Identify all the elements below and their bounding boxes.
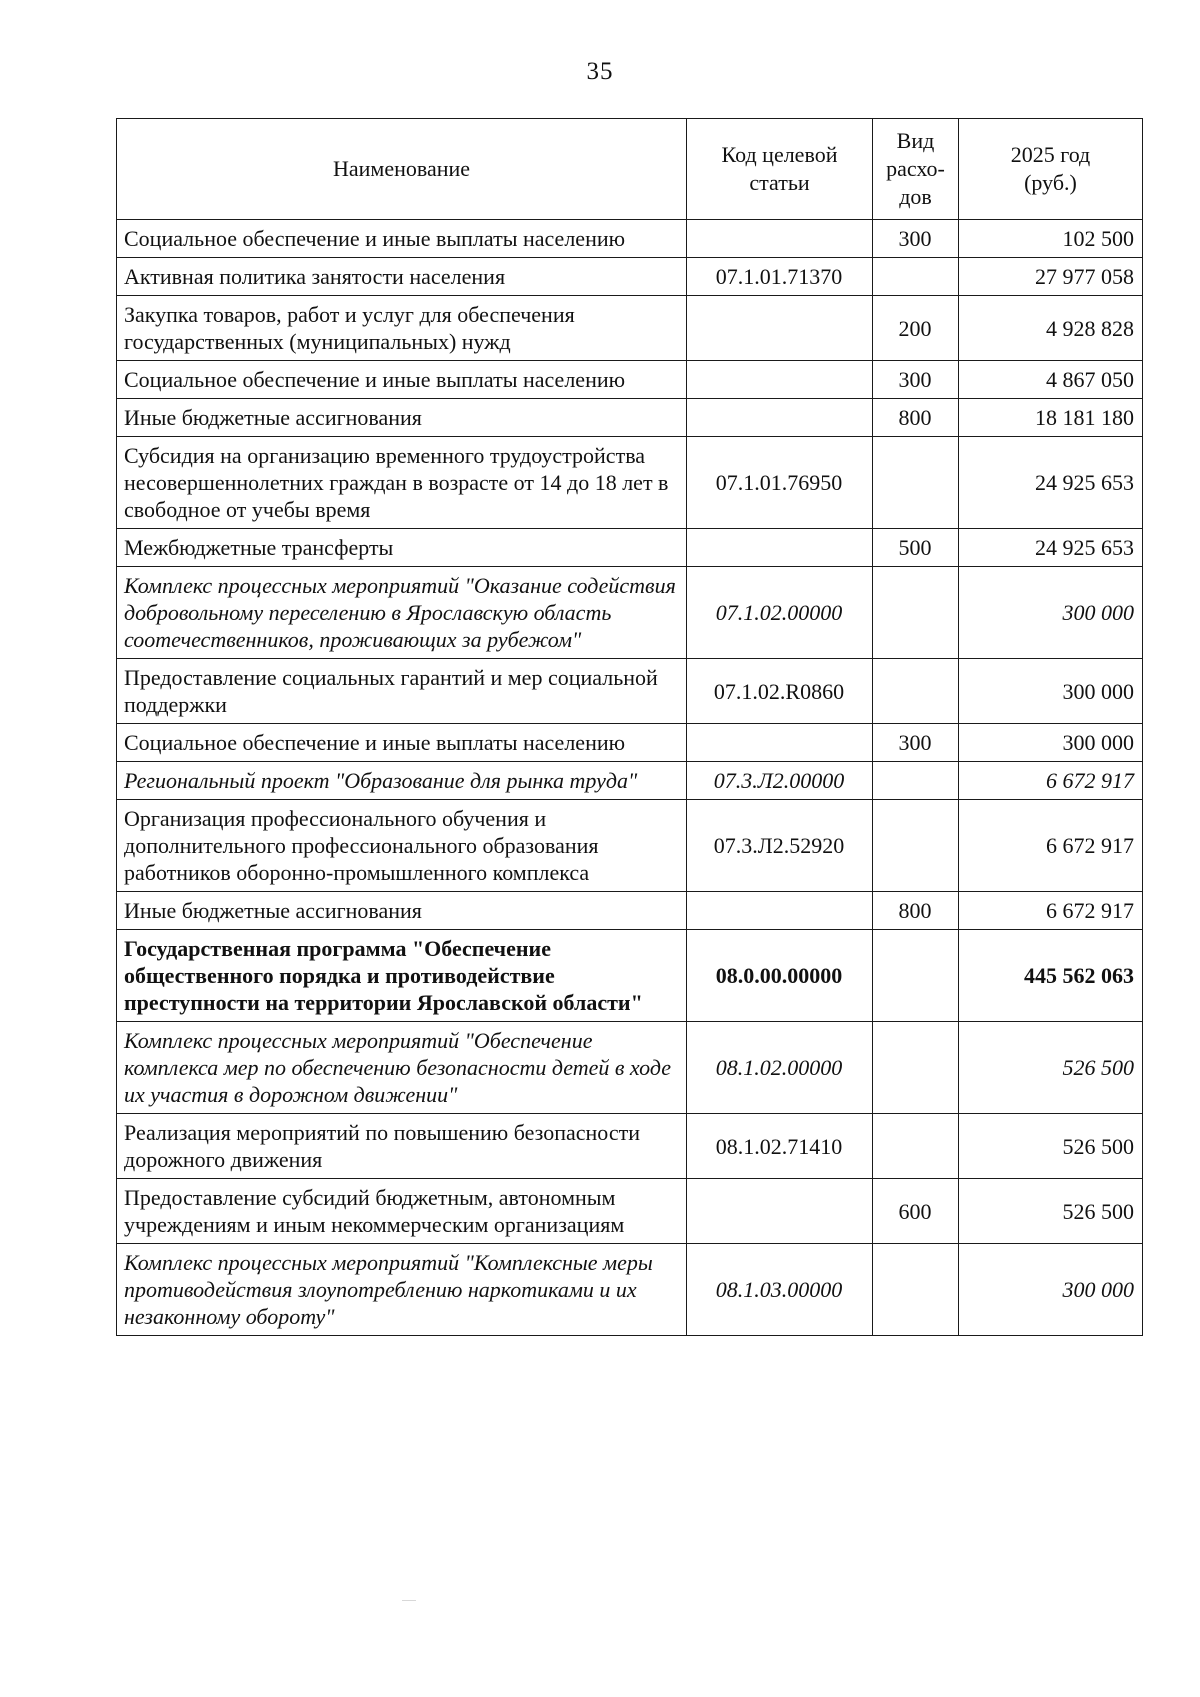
row-amount-cell: 24 925 653 <box>959 529 1143 567</box>
table-row <box>117 1114 1143 1179</box>
row-amount-cell: 526 500 <box>959 1114 1143 1179</box>
row-amount-cell: 6 672 917 <box>959 762 1143 800</box>
row-amount-cell: 6 672 917 <box>959 800 1143 892</box>
row-name-cell: Комплекс процессных мероприятий "Комплексные меры противодействия злоупотреблению наркотиками и их незаконному обороту" <box>117 1244 687 1336</box>
row-name-cell: Государственная программа "Обеспечение общественного порядка и противодействие преступности на территории Ярославской области" <box>117 930 687 1022</box>
row-amount-cell: 24 925 653 <box>959 437 1143 529</box>
page-number: 35 <box>586 58 614 85</box>
row-target-code-cell <box>687 220 873 258</box>
row-target-code-cell: 08.1.02.71410 <box>687 1114 873 1179</box>
row-name-cell: Закупка товаров, работ и услуг для обеспечения государственных (муниципальных) нужд <box>117 296 687 361</box>
row-amount-cell: 300 000 <box>959 659 1143 724</box>
row-expense-kind-cell <box>873 762 959 800</box>
row-expense-kind-cell: 200 <box>873 296 959 361</box>
row-name-cell: Предоставление социальных гарантий и мер социальной поддержки <box>117 659 687 724</box>
table-row <box>117 258 1143 296</box>
row-amount-cell: 300 000 <box>959 567 1143 659</box>
row-target-code-cell <box>687 399 873 437</box>
scan-mark <box>402 1600 416 1601</box>
row-name-cell: Комплекс процессных мероприятий "Обеспечение комплекса мер по обеспечению безопасности детей в ходе их участия в дорожном движении" <box>117 1022 687 1114</box>
row-expense-kind-cell: 800 <box>873 892 959 930</box>
row-expense-kind-cell <box>873 1022 959 1114</box>
row-name-cell: Социальное обеспечение и иные выплаты населению <box>117 724 687 762</box>
row-name-cell: Комплекс процессных мероприятий "Оказание содействия добровольному переселению в Ярославскую область соотечественников, проживающих за рубежом" <box>117 567 687 659</box>
table-header-row <box>117 119 1143 220</box>
row-name-cell: Реализация мероприятий по повышению безопасности дорожного движения <box>117 1114 687 1179</box>
row-name-cell: Социальное обеспечение и иные выплаты населению <box>117 361 687 399</box>
table-row <box>117 361 1143 399</box>
header-expense-kind: Вид расхо- дов <box>873 119 959 220</box>
row-amount-cell: 526 500 <box>959 1022 1143 1114</box>
table-row <box>117 762 1143 800</box>
table-row <box>117 800 1143 892</box>
row-expense-kind-cell: 300 <box>873 220 959 258</box>
row-target-code-cell: 07.1.02.00000 <box>687 567 873 659</box>
row-target-code-cell <box>687 529 873 567</box>
row-expense-kind-cell <box>873 1114 959 1179</box>
row-target-code-cell <box>687 296 873 361</box>
row-expense-kind-cell <box>873 567 959 659</box>
table-row <box>117 892 1143 930</box>
row-target-code-cell: 07.1.01.76950 <box>687 437 873 529</box>
row-expense-kind-cell <box>873 930 959 1022</box>
row-name-cell: Предоставление субсидий бюджетным, автономным учреждениям и иным некоммерческим организациям <box>117 1179 687 1244</box>
table-row <box>117 930 1143 1022</box>
row-name-cell: Социальное обеспечение и иные выплаты населению <box>117 220 687 258</box>
table-row <box>117 399 1143 437</box>
row-expense-kind-cell <box>873 1244 959 1336</box>
row-amount-cell: 102 500 <box>959 220 1143 258</box>
row-expense-kind-cell: 500 <box>873 529 959 567</box>
row-target-code-cell: 08.1.03.00000 <box>687 1244 873 1336</box>
table-row <box>117 1022 1143 1114</box>
header-name: Наименование <box>117 119 687 220</box>
row-name-cell: Иные бюджетные ассигнования <box>117 399 687 437</box>
row-target-code-cell: 07.3.Л2.52920 <box>687 800 873 892</box>
row-name-cell: Региональный проект "Образование для рынка труда" <box>117 762 687 800</box>
row-expense-kind-cell <box>873 437 959 529</box>
table-row <box>117 567 1143 659</box>
row-target-code-cell <box>687 724 873 762</box>
row-amount-cell: 300 000 <box>959 724 1143 762</box>
row-name-cell: Иные бюджетные ассигнования <box>117 892 687 930</box>
row-target-code-cell: 07.1.02.R0860 <box>687 659 873 724</box>
row-amount-cell: 27 977 058 <box>959 258 1143 296</box>
row-amount-cell: 18 181 180 <box>959 399 1143 437</box>
header-target-code: Код целевой статьи <box>687 119 873 220</box>
table-row <box>117 220 1143 258</box>
row-expense-kind-cell: 800 <box>873 399 959 437</box>
row-expense-kind-cell <box>873 800 959 892</box>
table-body <box>117 220 1143 1336</box>
row-expense-kind-cell: 300 <box>873 724 959 762</box>
row-target-code-cell: 07.3.Л2.00000 <box>687 762 873 800</box>
row-name-cell: Субсидия на организацию временного трудоустройства несовершеннолетних граждан в возрасте от 14 до 18 лет в свободное от учебы время <box>117 437 687 529</box>
budget-table <box>116 118 1143 1336</box>
row-target-code-cell: 08.1.02.00000 <box>687 1022 873 1114</box>
row-expense-kind-cell: 300 <box>873 361 959 399</box>
row-target-code-cell <box>687 892 873 930</box>
table-row <box>117 296 1143 361</box>
table-row <box>117 724 1143 762</box>
row-expense-kind-cell <box>873 659 959 724</box>
table-row <box>117 1179 1143 1244</box>
header-amount-2025: 2025 год (руб.) <box>959 119 1143 220</box>
row-amount-cell: 300 000 <box>959 1244 1143 1336</box>
row-name-cell: Межбюджетные трансферты <box>117 529 687 567</box>
row-name-cell: Организация профессионального обучения и дополнительного профессионального образования работников оборонно-промышленного комплекса <box>117 800 687 892</box>
row-name-cell: Активная политика занятости населения <box>117 258 687 296</box>
table-row <box>117 437 1143 529</box>
row-expense-kind-cell <box>873 258 959 296</box>
row-target-code-cell: 07.1.01.71370 <box>687 258 873 296</box>
row-target-code-cell <box>687 361 873 399</box>
table-row <box>117 529 1143 567</box>
row-amount-cell: 4 928 828 <box>959 296 1143 361</box>
row-expense-kind-cell: 600 <box>873 1179 959 1244</box>
row-amount-cell: 4 867 050 <box>959 361 1143 399</box>
row-target-code-cell <box>687 1179 873 1244</box>
table-row <box>117 1244 1143 1336</box>
table-row <box>117 659 1143 724</box>
row-target-code-cell: 08.0.00.00000 <box>687 930 873 1022</box>
row-amount-cell: 445 562 063 <box>959 930 1143 1022</box>
row-amount-cell: 6 672 917 <box>959 892 1143 930</box>
row-amount-cell: 526 500 <box>959 1179 1143 1244</box>
